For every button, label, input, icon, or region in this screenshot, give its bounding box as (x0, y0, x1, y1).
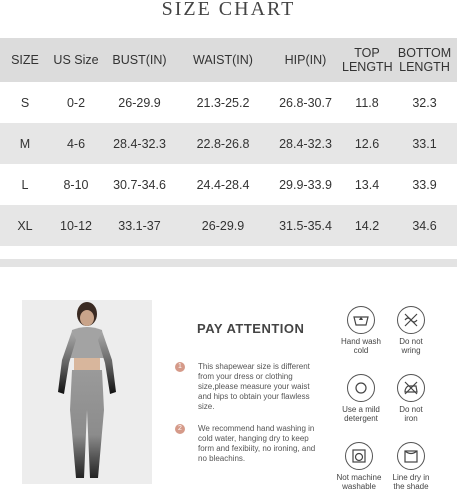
table-cell: 33.9 (412, 177, 437, 192)
header-bottom-length-line1: BOTTOM (397, 46, 452, 60)
table-cell: 8-10 (63, 177, 89, 192)
line-dry-shade-icon (397, 442, 425, 470)
do-not-wring-icon (397, 306, 425, 334)
table-cell: 10-12 (50, 205, 102, 246)
header-us-size: US Size (50, 38, 102, 82)
table-cell: 14.2 (342, 205, 392, 246)
table-cell: 30.7-34.6 (113, 177, 166, 192)
table-cell: 4-6 (50, 123, 102, 164)
table-cell: 22.8-26.8 (177, 123, 269, 164)
care-label (383, 337, 439, 355)
header-waist: WAIST(IN) (177, 38, 269, 82)
table-cell: 28.4-32.3 (102, 123, 177, 164)
table-cell: 12.6 (342, 123, 392, 164)
care-label-line: Not machine (336, 473, 382, 482)
pay-attention-heading: PAY ATTENTION (197, 321, 305, 336)
table-cell: 31.5-35.4 (269, 205, 342, 246)
table-cell: 33.1 (392, 123, 457, 164)
table-cell: 32.3 (412, 95, 437, 110)
care-label-line: Do not (399, 337, 423, 346)
care-label-line: Line dry in (392, 473, 430, 482)
care-label (383, 473, 439, 491)
care-item-mild-detergent (333, 374, 389, 423)
care-label (383, 405, 439, 423)
care-label-line: Do not (399, 405, 423, 414)
care-label-line: wring (401, 346, 421, 355)
table-cell: 34.6 (392, 205, 457, 246)
care-label-line: washable (342, 482, 376, 491)
care-label (333, 405, 389, 423)
care-label-line: cold (353, 346, 369, 355)
table-header-row (0, 38, 457, 82)
care-item-do-not-iron (383, 374, 439, 423)
table-row (0, 164, 457, 205)
table-cell: 0-2 (66, 95, 86, 110)
care-item-do-not-wring (383, 306, 439, 355)
tip-text: We recommend hand washing in cold water, hanging dry to keep form and fexibiity, no ironing, and no bleachins. (198, 424, 316, 463)
page-title: SIZE CHART (161, 0, 296, 20)
header-size: SIZE (0, 38, 50, 82)
table-cell: XL (0, 205, 50, 246)
care-label (331, 473, 387, 491)
header-top-length (342, 38, 392, 82)
header-top-length-line1: TOP (354, 46, 380, 60)
care-label-line: the shade (393, 482, 429, 491)
table-row (0, 205, 457, 246)
table-cell: 21.3-25.2 (196, 95, 250, 110)
size-chart-table (0, 38, 457, 246)
table-cell: 26-29.9 (177, 205, 269, 246)
table-cell: 13.4 (354, 177, 380, 192)
header-top-length-line2: LENGTH (342, 60, 393, 74)
care-label-line: Hand wash (340, 337, 382, 346)
care-item-hand-wash (333, 306, 389, 355)
care-label-line: detergent (344, 414, 378, 423)
do-not-iron-icon (397, 374, 425, 402)
table-cell: L (21, 177, 29, 192)
table-cell: S (20, 95, 30, 110)
product-photo (22, 300, 152, 484)
table-cell: 11.8 (355, 95, 379, 110)
table-cell: 26-29.9 (118, 95, 161, 110)
header-hip: HIP(IN) (269, 38, 342, 82)
table-cell: 29.9-33.9 (279, 177, 332, 192)
mild-detergent-icon (347, 374, 375, 402)
header-bottom-length (392, 38, 457, 82)
care-label-line: iron (404, 414, 418, 423)
table-cell: M (0, 123, 50, 164)
tip-number-badge: 2 (175, 424, 185, 434)
tip-number-badge: 1 (175, 362, 185, 372)
table-row (0, 82, 457, 123)
not-machine-washable-icon (345, 442, 373, 470)
header-bottom-length-line2: LENGTH (399, 60, 450, 74)
care-item-line-dry-shade (383, 442, 439, 491)
care-label-line: Use a mild (342, 405, 380, 414)
table-cell: 28.4-32.3 (269, 123, 342, 164)
table-row (0, 123, 457, 164)
care-item-not-machine-washable (331, 442, 387, 491)
table-cell: 33.1-37 (102, 205, 177, 246)
header-bust: BUST(IN) (102, 38, 177, 82)
hand-wash-icon (347, 306, 375, 334)
table-cell: 24.4-28.4 (196, 177, 250, 192)
section-divider (0, 259, 457, 267)
care-label (333, 337, 389, 355)
tip-text: This shapewear size is different from your dress or clothing size,please measure your waist and hips to obtain your flawless size. (198, 362, 310, 411)
table-cell: 26.8-30.7 (279, 95, 332, 110)
